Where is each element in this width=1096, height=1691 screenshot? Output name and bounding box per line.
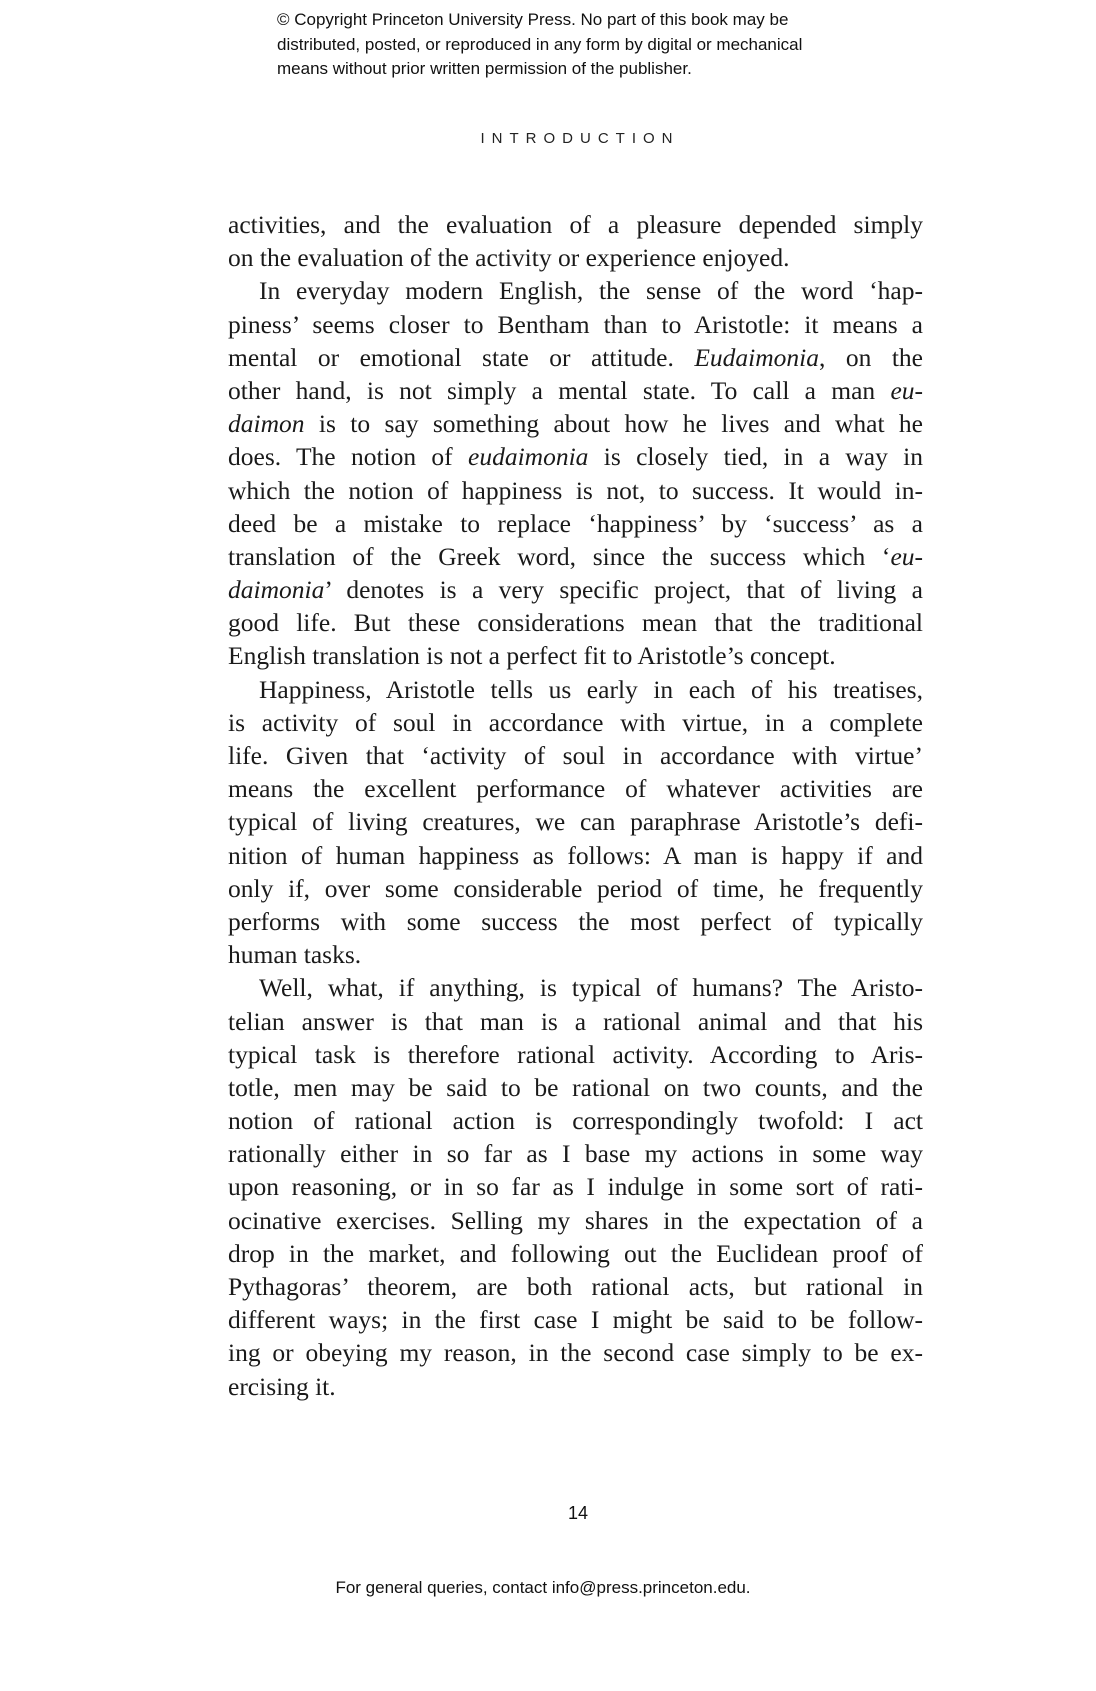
text-segment: which the notion of happiness is not, to success. It would in- xyxy=(228,475,923,505)
text-segment: , on the xyxy=(819,342,923,372)
text-segment: different ways; in the first case I might be said to be follow- xyxy=(228,1305,923,1335)
text-line xyxy=(228,507,923,540)
text-line xyxy=(228,341,923,374)
copyright-notice xyxy=(277,8,802,82)
text-segment: means the excellent performance of whatever activities are xyxy=(228,774,923,804)
copyright-line: means without prior written permission of the publisher. xyxy=(277,59,692,78)
text-line xyxy=(228,971,923,1004)
text-line xyxy=(228,938,923,971)
text-segment: typical task is therefore rational activity. According to Aris- xyxy=(228,1039,923,1069)
page-number: 14 xyxy=(567,1503,589,1523)
italic-text: Eudaimonia xyxy=(694,342,819,372)
text-line xyxy=(228,772,923,805)
text-segment: life. Given that ‘activity of soul in accordance with virtue’ xyxy=(228,741,923,770)
copyright-line: distributed, posted, or reproduced in any form by digital or mechanical xyxy=(277,34,803,54)
text-line xyxy=(228,208,923,241)
text-segment: rationally either in so far as I base my actions in some way xyxy=(228,1139,923,1169)
text-line xyxy=(228,1170,923,1203)
text-segment: translation of the Greek word, since the success which ‘ xyxy=(228,541,891,571)
text-segment: upon reasoning, or in so far as I indulge in some sort of rati- xyxy=(228,1172,923,1202)
text-line xyxy=(228,839,923,872)
paragraph xyxy=(228,208,923,274)
text-line xyxy=(228,872,923,905)
body-text xyxy=(228,208,923,1403)
text-line xyxy=(228,905,923,938)
text-line xyxy=(228,1270,923,1303)
text-line xyxy=(228,673,923,706)
text-line xyxy=(228,274,923,307)
text-line xyxy=(228,739,923,772)
text-line xyxy=(228,374,923,407)
text-line xyxy=(228,1137,923,1170)
text-segment: human tasks. xyxy=(228,940,362,970)
text-segment: on the evaluation of the activity or experience enjoyed. xyxy=(228,243,790,273)
text-segment: totle, men may be said to be rational on two counts, and the xyxy=(228,1072,923,1102)
text-line xyxy=(228,706,923,739)
italic-text: eu- xyxy=(890,375,923,405)
text-segment: good life. But these considerations mean that the traditional xyxy=(228,608,923,638)
text-line xyxy=(228,241,923,274)
text-line xyxy=(228,1336,923,1369)
text-segment: piness’ seems closer to Bentham than to Aristotle: it means a xyxy=(228,309,923,339)
text-line xyxy=(228,639,923,672)
paragraph xyxy=(228,971,923,1402)
text-line xyxy=(228,1204,923,1237)
text-line xyxy=(228,407,923,440)
text-segment: English translation is not a perfect fit to Aristotle’s concept. xyxy=(228,641,836,671)
text-line xyxy=(228,1005,923,1038)
text-line xyxy=(228,1071,923,1104)
text-segment: is activity of soul in accordance with virtue, in a complete xyxy=(228,707,923,737)
text-segment: performs with some success the most perfect of typically xyxy=(228,906,923,936)
text-line xyxy=(228,440,923,473)
paragraph xyxy=(228,673,923,972)
text-line xyxy=(228,540,923,573)
text-segment: typical of living creatures, we can paraphrase Aristotle’s defi- xyxy=(228,807,923,837)
text-line xyxy=(228,1038,923,1071)
text-line xyxy=(228,1104,923,1137)
italic-text: daimon xyxy=(228,409,305,439)
italic-text: eu- xyxy=(890,541,923,571)
copyright-line: © Copyright Princeton University Press. No part of this book may be xyxy=(277,10,789,29)
text-segment: drop in the market, and following out the Euclidean proof of xyxy=(228,1238,923,1268)
text-line xyxy=(228,606,923,639)
text-segment: Happiness, Aristotle tells us early in each of his treatises, xyxy=(259,674,923,704)
text-segment: is closely tied, in a way in xyxy=(588,442,924,472)
text-line xyxy=(228,1237,923,1270)
text-segment: ocinative exercises. Selling my shares in the expectation of a xyxy=(228,1205,923,1235)
text-segment: deed be a mistake to replace ‘happiness’ by ‘success’ as a xyxy=(228,508,923,538)
text-line xyxy=(228,308,923,341)
text-line xyxy=(228,805,923,838)
text-segment: telian answer is that man is a rational animal and that his xyxy=(228,1006,923,1036)
text-segment: ’ denotes is a very specific project, that of living a xyxy=(324,575,923,605)
text-line xyxy=(228,573,923,606)
text-segment: is to say something about how he lives and what he xyxy=(304,409,923,439)
text-line xyxy=(228,474,923,507)
text-segment: Well, what, if anything, is typical of humans? The Aristo- xyxy=(259,973,923,1003)
italic-text: eudaimonia xyxy=(468,442,589,472)
text-segment: does. The notion of xyxy=(228,442,469,472)
text-segment: other hand, is not simply a mental state. To call a man xyxy=(228,375,891,405)
text-segment: mental or emotional state or attitude. xyxy=(228,342,695,372)
text-segment: nition of human happiness as follows: A man is happy if and xyxy=(228,840,923,870)
text-segment: Pythagoras’ theorem, are both rational acts, but rational in xyxy=(228,1272,923,1301)
text-line xyxy=(228,1370,923,1403)
text-segment: ercising it. xyxy=(228,1371,336,1401)
italic-text: daimonia xyxy=(228,575,325,605)
running-head: INTRODUCTION xyxy=(480,130,680,147)
text-segment: ing or obeying my reason, in the second case simply to be ex- xyxy=(228,1338,923,1368)
text-segment: activities, and the evaluation of a pleasure depended simply xyxy=(228,210,923,239)
text-segment: only if, over some considerable period of time, he frequently xyxy=(228,873,923,903)
text-line xyxy=(228,1303,923,1336)
text-segment: In everyday modern English, the sense of the word ‘hap- xyxy=(259,276,923,306)
text-segment: notion of rational action is correspondingly twofold: I act xyxy=(228,1106,923,1136)
paragraph xyxy=(228,274,923,672)
footer-contact: For general queries, contact info@press.princeton.edu. xyxy=(335,1578,751,1597)
